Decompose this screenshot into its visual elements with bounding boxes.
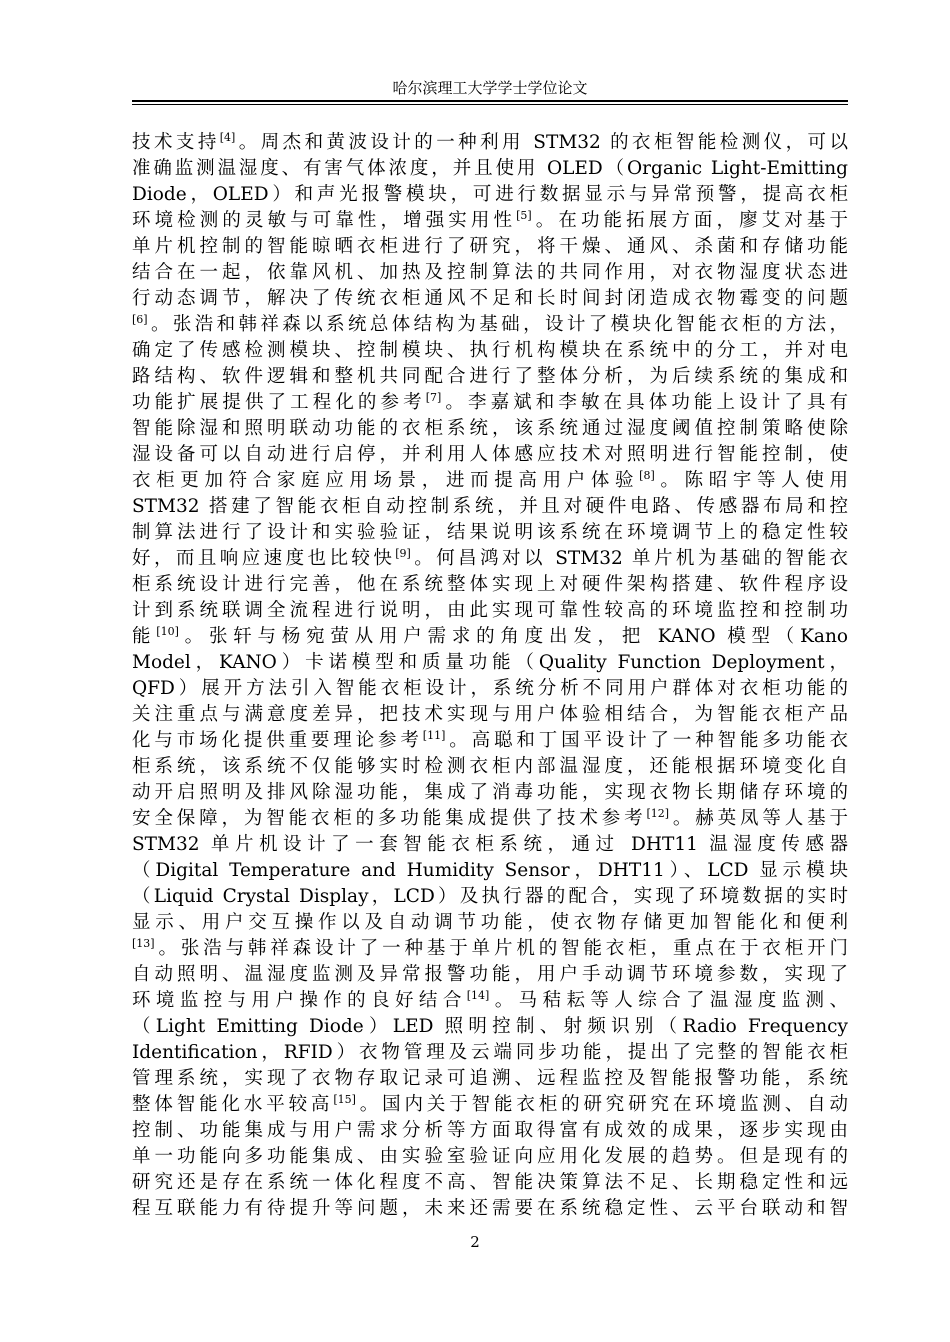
page-number: 2 — [470, 1233, 480, 1251]
text-line: 程互联能力有待提升等问题，未来还需要在系统稳定性、云平台联动和智 — [132, 1198, 848, 1219]
citation-marker: [12] — [646, 806, 670, 820]
text-line: 路结构、软件逻辑和整机共同配合进行了整体分析，为后续系统的集成和 — [132, 366, 848, 387]
text-line: 自动照明、温湿度监测及异常报警功能，用户手动调节环境参数，实现了 — [132, 964, 848, 985]
citation-marker: [5] — [516, 208, 532, 222]
text-line: 功能扩展提供了工程化的参考[7]。李嘉斌和李敏在具体功能上设计了具有 — [132, 390, 848, 413]
text-line: 智能除湿和照明联动功能的衣柜系统，该系统通过湿度阈值控制策略使除 — [132, 418, 848, 439]
running-header: 哈尔滨理工大学学士学位论文 — [392, 79, 588, 97]
text-line: 能[10]。张轩与杨宛萤从用户需求的角度出发，把 KANO 模型（Kano — [132, 624, 848, 647]
text-line: Model，KANO）卡诺模型和质量功能（Quality Function Deployment， — [132, 652, 848, 673]
text-line: 控制、功能集成与用户需求分析等方面取得富有成效的成果，逐步实现由 — [132, 1120, 848, 1141]
text-line: 结合在一起，依靠风机、加热及控制算法的共同作用，对衣物湿度状态进 — [132, 262, 848, 283]
text-line: （Light Emitting Diode）LED 照明控制、射频识别（Radio Frequency — [132, 1016, 848, 1037]
text-line: （Digital Temperature and Humidity Sensor，DHT11）、LCD 显示模块 — [132, 860, 848, 881]
text-line: 确定了传感检测模块、控制模块、执行机构模块在系统中的分工，并对电 — [132, 340, 848, 361]
text-line: Diode，OLED）和声光报警模块，可进行数据显示与异常预警，提高衣柜 — [132, 184, 848, 205]
citation-marker: [14] — [466, 988, 490, 1002]
text-line: 单一功能向多功能集成、由实验室验证向应用化发展的趋势。但是现有的 — [132, 1146, 848, 1167]
text-line: QFD）展开方法引入智能衣柜设计，系统分析不同用户群体对衣柜功能的 — [132, 678, 848, 699]
text-line: 柜系统，该系统不仅能够实时检测衣柜内部温湿度，还能根据环境变化自 — [132, 756, 848, 777]
text-line: 湿设备可以自动进行启停，并利用人体感应技术对照明进行智能控制，使 — [132, 444, 848, 465]
text-line: 好，而且响应速度也比较快[9]。何昌鸿对以 STM32 单片机为基础的智能衣 — [132, 546, 848, 569]
text-line: 技术支持[4]。周杰和黄波设计的一种利用 STM32 的衣柜智能检测仪，可以 — [132, 130, 848, 153]
text-line: Identification，RFID）衣物管理及云端同步功能，提出了完整的智能衣柜 — [132, 1042, 848, 1063]
text-line: STM32 搭建了智能衣柜自动控制系统，并且对硬件电路、传感器布局和控 — [132, 496, 848, 517]
citation-marker: [8] — [639, 468, 655, 482]
text-line: [6]。张浩和韩祥森以系统总体结构为基础，设计了模块化智能衣柜的方法， — [132, 312, 848, 335]
text-line: 研究还是存在系统一体化程度不高、智能决策算法不足、长期稳定性和远 — [132, 1172, 848, 1193]
text-line: 制算法进行了设计和实验验证，结果说明该系统在环境调节上的稳定性较 — [132, 522, 848, 543]
citation-marker: [4] — [219, 130, 236, 144]
text-line: 柜系统设计进行完善，他在系统整体实现上对硬件架构搭建、软件程序设 — [132, 574, 848, 595]
text-line: 准确监测温湿度、有害气体浓度，并且使用 OLED（Organic Light-Emitting — [132, 158, 848, 179]
text-line: 计到系统联调全流程进行说明，由此实现可靠性较高的环境监控和控制功 — [132, 600, 848, 621]
citation-marker: [9] — [395, 546, 411, 560]
text-line: [13]。张浩与韩祥森设计了一种基于单片机的智能衣柜，重点在于衣柜开门 — [132, 936, 848, 959]
text-line: 安全保障，为智能衣柜的多功能集成提供了技术参考[12]。赫英凤等人基于 — [132, 806, 848, 829]
text-line: （Liquid Crystal Display，LCD）及执行器的配合，实现了环境数据的实时 — [132, 886, 848, 907]
text-line: 单片机控制的智能晾晒衣柜进行了研究，将干燥、通风、杀菌和存储功能 — [132, 236, 848, 257]
text-line: STM32 单片机设计了一套智能衣柜系统，通过 DHT11 温湿度传感器 — [132, 834, 848, 855]
text-line: 整体智能化水平较高[15]。国内关于智能衣柜的研究研究在环境监测、自动 — [132, 1092, 848, 1115]
citation-marker: [11] — [422, 728, 446, 742]
body-text — [132, 130, 848, 1222]
citation-marker: [10] — [156, 624, 179, 638]
text-line: 管理系统，实现了衣物存取记录可追溯、远程监控及智能报警功能，系统 — [132, 1068, 848, 1089]
text-line: 衣柜更加符合家庭应用场景，进而提高用户体验[8]。陈昭宇等人使用 — [132, 468, 848, 491]
citation-marker: [7] — [425, 390, 442, 404]
text-line: 行动态调节，解决了传统衣柜通风不足和长时间封闭造成衣物霉变的问题 — [132, 288, 848, 309]
header-rule-thin — [132, 104, 848, 105]
text-line: 动开启照明及排风除湿功能，集成了消毒功能，实现衣物长期储存环境的 — [132, 782, 848, 803]
citation-marker: [13] — [132, 936, 155, 950]
text-line: 环境监控与用户操作的良好结合[14]。马秸耘等人综合了温湿度监测、 — [132, 988, 848, 1011]
text-line: 环境检测的灵敏与可靠性，增强实用性[5]。在功能拓展方面，廖艾对基于 — [132, 208, 848, 231]
header-rule-thick — [132, 100, 848, 102]
text-line: 显示、用户交互操作以及自动调节功能，使衣物存储更加智能化和便利 — [132, 912, 848, 933]
citation-marker: [6] — [132, 312, 148, 326]
citation-marker: [15] — [333, 1092, 356, 1106]
text-line: 关注重点与满意度差异，把技术实现与用户体验相结合，为智能衣柜产品 — [132, 704, 848, 725]
text-line: 化与市场化提供重要理论参考[11]。高聪和丁国平设计了一种智能多功能衣 — [132, 728, 848, 751]
